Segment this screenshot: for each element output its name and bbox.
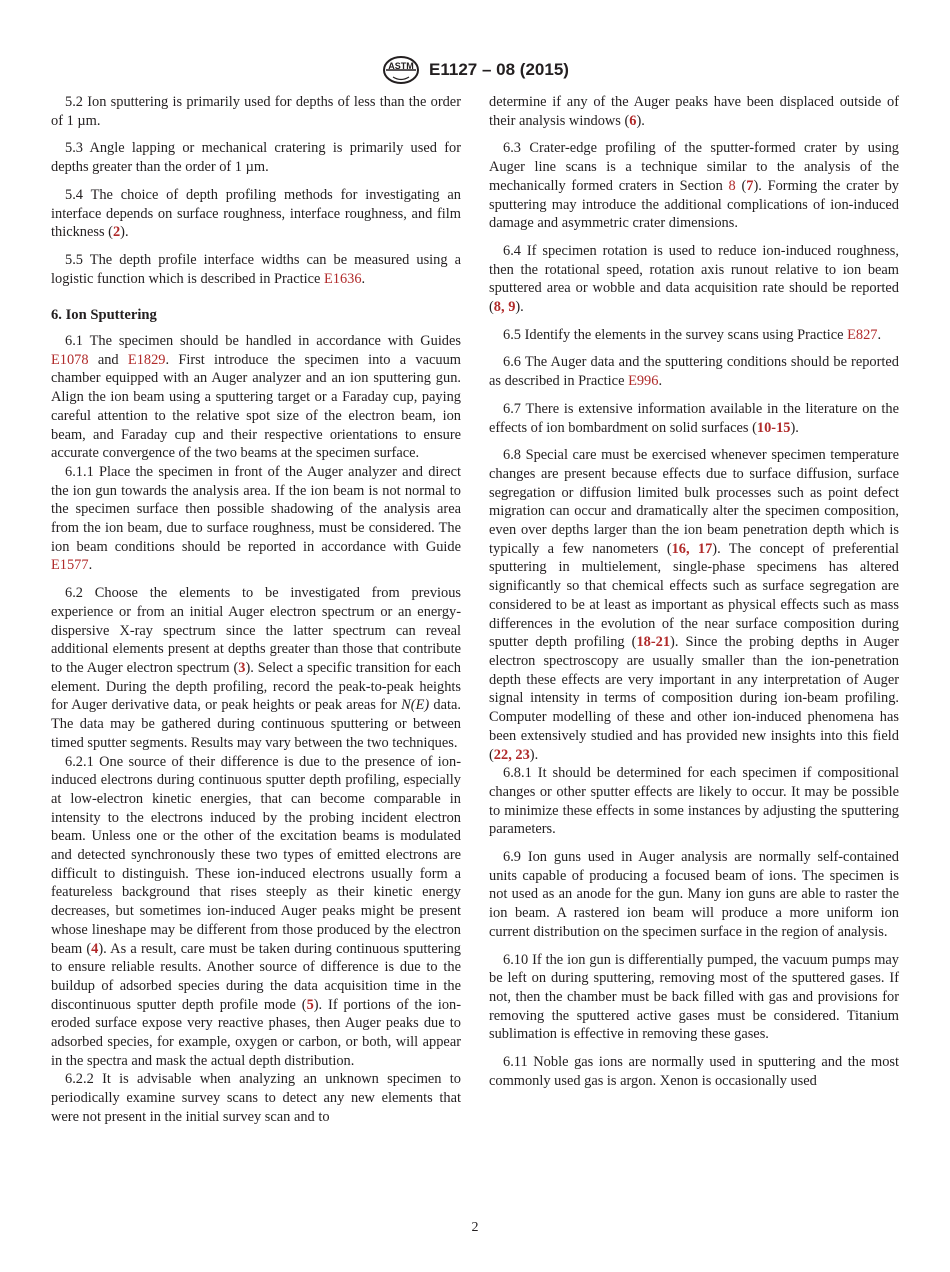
paragraph-6-7: 6.7 There is extensive information available in the literature on the effects of ion bombardment on solid surfaces (10-15).	[489, 400, 899, 436]
standard-link-e827[interactable]: E827	[847, 326, 878, 343]
standard-link-e1636[interactable]: E1636	[323, 270, 362, 287]
standard-link-e1577[interactable]: E1577	[51, 557, 89, 574]
svg-text:ASTM: ASTM	[388, 61, 414, 71]
reference-link[interactable]: 4	[91, 940, 99, 957]
paragraph-6-10: 6.10 If the ion gun is differentially pumped, the vacuum pumps may be left on during sputtering, removing most of the sputtered gases. If not, then the chamber must be back filled with gas and provisions for removing the sputtered active gases must be considered. Titanium sublimation is effective in removing these gases.	[489, 951, 899, 1043]
page-number: 2	[471, 1220, 479, 1235]
paragraph-6-8: 6.8 Special care must be exercised whenever specimen temperature changes are present because effects due to surface diffusion, surface segregation or diffusion limited bulk processes such as point defect migration can occur and dramatically alter the specimen composition, even over depths larger than the ion beam penetration depth which is typically a few nanometers (16, 17). The concept of preferential sputtering in multielement, single-phase specimens has altered significantly so that chemical effects such as surface segregation are considered to be at least as important as physical effects such as mass differences in the evolution of the near surface composition during sputter depth profiling (18-21). Since the probing depths in Auger electron spectroscopy are usually smaller than the ion-penetration depth these effects are very important in any interpretation of Auger signal intensity in terms of composition during ion-beam profiling. Computer modelling of these and other ion-induced phenomena has been extensively studied and has provided new insights into this field (22, 23).	[489, 447, 899, 763]
reference-link[interactable]: 3	[238, 659, 246, 676]
paragraph-6-5: 6.5 Identify the elements in the survey scans using Practice E827.	[503, 326, 882, 343]
reference-link[interactable]: 16, 17	[671, 540, 713, 557]
section-heading-ion-sputtering: 6. Ion Sputtering	[51, 307, 157, 324]
page-header	[0, 55, 950, 85]
reference-link[interactable]: 10-15	[756, 419, 791, 436]
paragraph-5-3: 5.3 Angle lapping or mechanical cratering is primarily used for depths greater than the order of 1 µm.	[51, 140, 461, 176]
paragraph-5-4: 5.4 The choice of depth profiling methods for investigating an interface depends on surface roughness, interface roughness, and film thickness (2).	[51, 186, 461, 241]
reference-link[interactable]: 5	[306, 996, 314, 1013]
reference-link[interactable]: 6	[629, 112, 637, 129]
paragraph-6-2: 6.2 Choose the elements to be investigated from previous experience or from an initial Auger electron spectrum or an energy-dispersive X-ray spectrum since the latter spectrum can reveal additional elements present at depths greater than those that contribute to the Auger electron spectrum (3). Select a specific transition for each element. During the depth profiling, record the peak-to-peak heights for Auger derivative data, or peak heights or peak areas for N(E) data. The data may be gathered during continuous sputtering or between timed sputter segments. Results may vary between the two techniques.	[51, 585, 461, 751]
reference-link[interactable]: 18-21	[636, 634, 671, 651]
astm-logo-icon	[381, 55, 421, 85]
right-column	[489, 93, 899, 1099]
reference-link[interactable]: 2	[112, 224, 121, 241]
paragraph-6-1: 6.1 The specimen should be handled in accordance with Guides E1078 and E1829. First introduce the specimen into a vacuum chamber equipped with an Auger analyzer and an ion sputtering gun. Align the ion beam using a sputtering target or a Faraday cup, paying careful attention to the relative spot size of the electron beam, ion beam, and Faraday cup and their respective orientations to ensure accurate convergence of the two beams at the specimen surface.	[51, 333, 461, 462]
paragraph-6-9: 6.9 Ion guns used in Auger analysis are normally self-contained units capable of producing a focused beam of ions. The specimen is not used as an anode for the gun. Many ion guns are able to raster the ion beam. A rastered ion beam will produce a more uniform ion current distribution on the specimen surface in the region of analysis.	[489, 849, 899, 940]
paragraph-6-1-1: 6.1.1 Place the specimen in front of the Auger analyzer and direct the ion gun towards the analysis area. If the ion beam is not normal to the specimen surface then possible shadowing of the analysis area from the ion beam, due to surface roughness, must be considered. The ion beam conditions should be reported in accordance with Guide E1577.	[51, 463, 461, 574]
paragraph-5-5: 5.5 The depth profile interface widths can be measured using a logistic function which is described in Practice E1636.	[51, 251, 461, 287]
paragraph-6-2-1: 6.2.1 One source of their difference is due to the presence of ion-induced electrons during continuous sputter depth profiling, especially at low-electron kinetic energies, that can become comparable in intensity to the electrons induced by the probing incident electron beam. Unless one or the other of the excitation beams is modulated and detected synchronously these two types of emitted electrons are difficult to distinguish. These ion-induced electrons usually form a featureless background that rises steeply as their kinetic energy decreases, but sometimes ion-induced Auger peaks might be present whose lineshape may be different from those produced by the electron beam (4). As a result, care must be taken during continuous sputtering to ensure reliable results. Another source of difference is due to the buildup of adsorbed species during the data acquisition time in the discontinuous sputter depth profile mode (5). If portions of the ion-eroded surface expose very reactive phases, then Auger peaks due to adsorbed species, for example, oxygen or carbon, or both, will appear in the spectra and mask the actual depth distribution.	[51, 753, 461, 1069]
reference-link[interactable]: 7	[746, 177, 754, 194]
standard-link-e996[interactable]: E996	[628, 373, 659, 390]
reference-link[interactable]: 22, 23	[493, 746, 530, 763]
standard-link-e1829[interactable]: E1829	[127, 351, 166, 368]
left-column	[51, 93, 461, 1136]
section-link-8[interactable]: 8	[728, 177, 736, 194]
paragraph-6-2-2-continued: determine if any of the Auger peaks have been displaced outside of their analysis windows (6).	[489, 94, 899, 129]
paragraph-6-6: 6.6 The Auger data and the sputtering conditions should be reported as described in Practice E996.	[489, 354, 899, 390]
document-designation: E1127 – 08 (2015)	[429, 60, 569, 79]
paragraph-6-4: 6.4 If specimen rotation is used to reduce ion-induced roughness, then the rotational speed, rotation axis runout relative to ion beam sputtered area or wobble and data acquisition rate should be reported (8, 9).	[489, 242, 899, 316]
paragraph-6-3: 6.3 Crater-edge profiling of the sputter-formed crater by using Auger line scans is a technique similar to the analysis of the mechanically formed craters in Section 8 (7). Forming the crater by sputtering may introduce the additional complications of ion-induced damage and asymmetric crater dimensions.	[489, 140, 900, 232]
paragraph-6-11: 6.11 Noble gas ions are normally used in sputtering and the most commonly used gas is argon. Xenon is occasionally used	[489, 1054, 899, 1089]
standard-link-e1078[interactable]: E1078	[51, 351, 89, 368]
paragraph-5-2: 5.2 Ion sputtering is primarily used for depths of less than the order of 1 µm.	[51, 94, 461, 129]
paragraph-6-2-2: 6.2.2 It is advisable when analyzing an unknown specimen to periodically examine survey scans to detect any new elements that were not present in the initial survey scan and to	[51, 1071, 461, 1125]
paragraph-6-8-1: 6.8.1 It should be determined for each specimen if compositional changes or other sputter effects are likely to occur. It may be possible to minimize these effects in some instances by adjusting the sputtering parameters.	[489, 765, 899, 838]
reference-link[interactable]: 8, 9	[493, 299, 516, 316]
